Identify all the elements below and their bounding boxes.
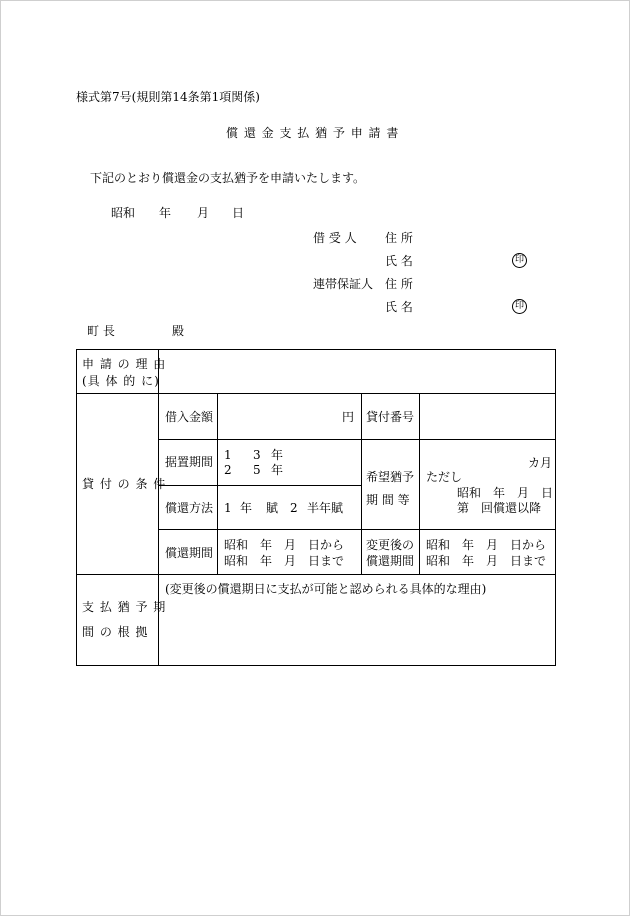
changed-period-to: 昭和 年 月 日まで — [426, 554, 547, 568]
changed-period-from: 昭和 年 月 日から — [426, 538, 547, 552]
honorific: 殿 — [172, 324, 185, 338]
loan-number-label: 貸付番号 — [366, 410, 415, 424]
grace-option-1-years: 3 — [253, 448, 261, 462]
table-divider — [419, 393, 420, 574]
proviso-label: ただし — [426, 470, 463, 484]
repay-period-from: 昭和 年 月 日から — [224, 538, 345, 552]
borrower-seal-icon: 印 — [512, 253, 527, 268]
repay-period-label: 償還期間 — [165, 546, 214, 560]
basis-label-sub: 間 の 根 拠 — [82, 625, 149, 639]
repay-period-to: 昭和 年 月 日まで — [224, 554, 345, 568]
date-month: 月 — [197, 206, 210, 220]
borrower-label: 借 受 人 — [313, 231, 357, 245]
guarantor-seal-icon: 印 — [512, 299, 527, 314]
grace-option-2-number: 2 — [224, 463, 232, 477]
method-option-2: 2 — [290, 501, 298, 515]
method-option-1-installment: 賦 — [266, 501, 279, 515]
months-unit: カ月 — [528, 456, 553, 470]
proviso-date: 昭和 年 月 日 — [457, 486, 554, 500]
reason-label: 申 請 の 理 由 — [82, 357, 167, 371]
table-divider — [158, 485, 361, 486]
intro-text: 下記のとおり償還金の支払猶予を申請いたします。 — [90, 171, 366, 185]
table-divider — [361, 393, 362, 574]
guarantor-address-label: 住 所 — [385, 277, 413, 291]
date-era: 昭和 — [111, 206, 136, 220]
proviso-installment: 第 回償還以降 — [457, 501, 542, 515]
method-option-1: 1 — [224, 501, 232, 515]
form-number: 様式第7号(規則第14条第1項関係) — [76, 90, 260, 104]
grace-period-label: 据置期間 — [165, 455, 214, 469]
yen-unit: 円 — [342, 410, 355, 424]
conditions-label: 貸 付 の 条 件 — [82, 477, 167, 491]
method-option-1-year: 年 — [240, 501, 253, 515]
desired-grace-label: 希望猶予 — [366, 470, 415, 484]
changed-period-label-sub: 償還期間 — [366, 554, 415, 568]
borrower-name-label: 氏 名 — [385, 254, 413, 268]
form-title: 償 還 金 支 払 猶 予 申 請 書 — [226, 126, 400, 140]
grace-option-1-number: 1 — [224, 448, 232, 462]
basis-note: (変更後の償還期日に支払が可能と認められる具体的な理由) — [165, 582, 487, 596]
table-divider — [76, 574, 556, 575]
date-day: 日 — [232, 206, 245, 220]
reason-label-sub: (具 体 的 に) — [82, 374, 160, 388]
date-year: 年 — [159, 206, 172, 220]
loan-amount-label: 借入金額 — [165, 410, 214, 424]
basis-label: 支 払 猶 予 期 — [82, 600, 167, 614]
grace-option-2-years: 5 — [253, 463, 261, 477]
changed-period-label: 変更後の — [366, 538, 415, 552]
desired-grace-label-sub: 期 間 等 — [366, 493, 410, 507]
table-divider — [158, 349, 159, 666]
guarantor-name-label: 氏 名 — [385, 300, 413, 314]
repay-method-label: 償還方法 — [165, 501, 214, 515]
guarantor-label: 連帯保証人 — [313, 277, 374, 291]
table-divider — [76, 393, 556, 394]
town-head: 町 長 — [87, 324, 115, 338]
borrower-address-label: 住 所 — [385, 231, 413, 245]
method-option-2-half-year: 半年賦 — [307, 501, 344, 515]
grace-option-1-unit: 年 — [271, 448, 284, 462]
table-divider — [217, 393, 218, 574]
grace-option-2-unit: 年 — [271, 463, 284, 477]
